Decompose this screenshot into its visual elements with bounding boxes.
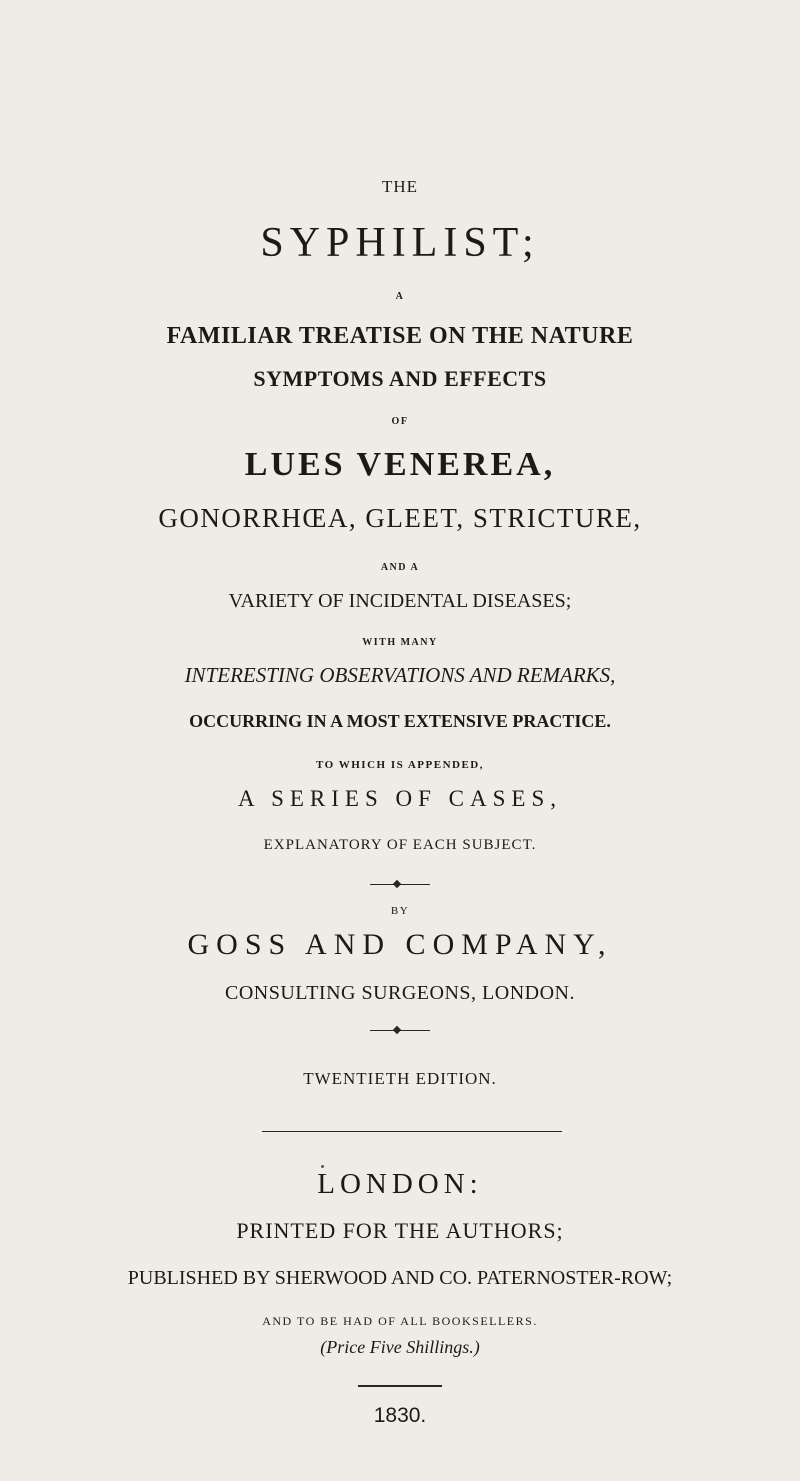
- short-rule: [358, 1385, 442, 1387]
- occurring-line: OCCURRING IN A MOST EXTENSIVE PRACTICE.: [189, 711, 611, 731]
- divider-rule: [262, 1131, 562, 1132]
- subtitle-line-1: FAMILIAR TREATISE ON THE NATURE: [166, 323, 634, 349]
- disease-title: LUES VENEREA,: [244, 446, 556, 483]
- price-line: (Price Five Shillings.): [320, 1337, 480, 1357]
- series-line: A SERIES OF CASES,: [237, 786, 562, 811]
- edition-line: TWENTIETH EDITION.: [303, 1069, 497, 1088]
- disease-list: GONORRHŒA, GLEET, STRICTURE,: [158, 503, 642, 533]
- ornamental-rule-1: [370, 880, 430, 890]
- main-title: SYPHILIST;: [260, 220, 540, 266]
- publication-year: 1830.: [373, 1404, 427, 1427]
- ornamental-rule-2: [370, 1026, 430, 1036]
- explanatory-line: EXPLANATORY OF EACH SUBJECT.: [263, 837, 537, 853]
- by-connector: BY: [390, 905, 410, 917]
- author-name: GOSS AND COMPANY,: [187, 928, 613, 961]
- imprint-booksellers: AND TO BE HAD OF ALL BOOKSELLERS.: [262, 1314, 538, 1328]
- imprint-printed-for: PRINTED FOR THE AUTHORS;: [236, 1218, 564, 1243]
- with-many-connector: WITH MANY: [362, 637, 438, 648]
- subtitle-line-2: SYMPTOMS AND EFFECTS: [253, 366, 547, 391]
- article-a: A: [395, 291, 405, 302]
- observations-line: INTERESTING OBSERVATIONS AND REMARKS,: [184, 663, 616, 687]
- author-role: CONSULTING SURGEONS, LONDON.: [225, 982, 575, 1004]
- variety-line: VARIETY OF INCIDENTAL DISEASES;: [228, 590, 572, 612]
- the-heading: THE: [381, 177, 419, 196]
- of-connector: OF: [391, 416, 409, 427]
- to-which-connector: TO WHICH IS APPENDED,: [315, 759, 484, 771]
- imprint-published-by: PUBLISHED BY SHERWOOD AND CO. PATERNOSTER-ROW;: [127, 1267, 673, 1289]
- and-a-connector: AND A: [380, 562, 420, 573]
- imprint-city: LONDON:: [317, 1168, 483, 1200]
